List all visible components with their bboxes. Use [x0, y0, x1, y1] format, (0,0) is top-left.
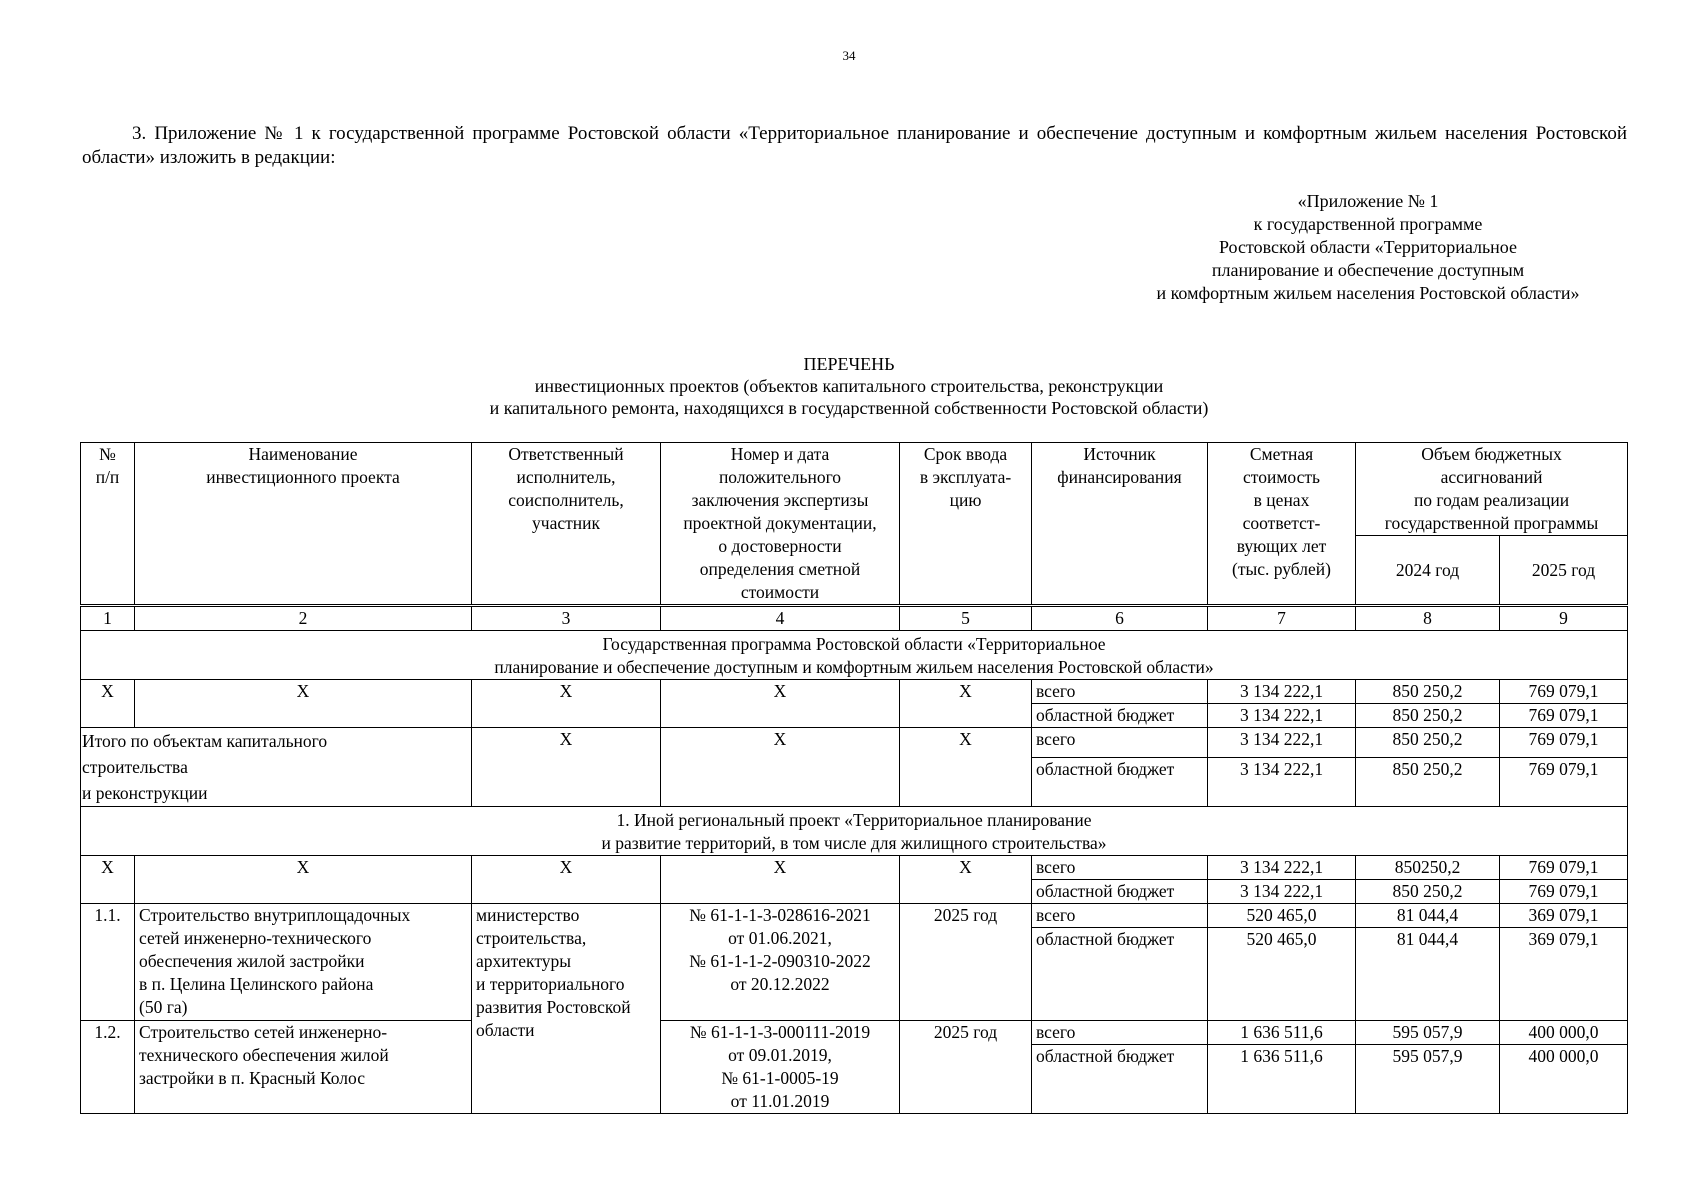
item-total-row: [81, 1021, 1628, 1045]
source-total: всего: [1032, 904, 1208, 928]
header-year-2025: 2025 год: [1500, 536, 1628, 606]
cost-value: 3 134 222,1: [1208, 880, 1356, 904]
x-mark: X: [900, 680, 1032, 728]
title-line: и капитального ремонта, находящихся в государственной собственности Ростовской области): [489, 398, 1209, 418]
cost-value: 3 134 222,1: [1208, 680, 1356, 704]
source-regional: областной бюджет: [1032, 880, 1208, 904]
cost-value: 1 636 511,6: [1208, 1045, 1356, 1114]
header-term: Срок ввода в эксплуата- цию: [900, 443, 1032, 606]
year-2025-value: 769 079,1: [1500, 704, 1628, 728]
header-num: № п/п: [81, 443, 135, 606]
itogo-label: Итого по объектам капитального строительства и реконструкции: [81, 728, 472, 807]
header-cost: Сметная стоимость в ценах соответст- вующих лет (тыс. рублей): [1208, 443, 1356, 606]
year-2024-value: 850 250,2: [1356, 704, 1500, 728]
header-year-2024: 2024 год: [1356, 536, 1500, 606]
cost-value: 3 134 222,1: [1208, 704, 1356, 728]
x-mark: X: [81, 680, 135, 728]
column-numbers-row: [81, 606, 1628, 631]
header-row: [81, 443, 1628, 536]
item-number: 1.2.: [81, 1021, 135, 1114]
source-regional: областной бюджет: [1032, 704, 1208, 728]
source-total: всего: [1032, 1021, 1208, 1045]
column-number: 8: [1356, 606, 1500, 631]
year-2024-value: 595 057,9: [1356, 1045, 1500, 1114]
year-2025-value: 400 000,0: [1500, 1021, 1628, 1045]
year-2024-value: 595 057,9: [1356, 1021, 1500, 1045]
year-2025-value: 769 079,1: [1500, 758, 1628, 807]
column-number: 5: [900, 606, 1032, 631]
appendix-caption: [1108, 190, 1628, 305]
header-executor: Ответственный исполнитель, соисполнитель, участник: [472, 443, 661, 606]
document-title: [0, 353, 1698, 419]
year-2024-value: 850 250,2: [1356, 758, 1500, 807]
year-2025-value: 769 079,1: [1500, 880, 1628, 904]
project-total-row: [81, 856, 1628, 880]
year-2025-value: 400 000,0: [1500, 1045, 1628, 1114]
header-expertise: Номер и дата положительного заключения экспертизы проектной документации, о достоверности определения сметной стоимости: [661, 443, 900, 606]
year-2025-value: 369 079,1: [1500, 904, 1628, 928]
source-regional: областной бюджет: [1032, 928, 1208, 1021]
x-mark: X: [661, 680, 900, 728]
section-program-title: Государственная программа Ростовской области «Территориальное планирование и обеспечение доступным и комфортным жильем населения Ростовской области»: [81, 631, 1628, 680]
x-mark: X: [135, 680, 472, 728]
cost-value: 3 134 222,1: [1208, 758, 1356, 807]
x-mark: X: [661, 728, 900, 807]
x-mark: X: [472, 680, 661, 728]
item-executor: министерство строительства, архитектуры и территориального развития Ростовской области: [472, 904, 661, 1114]
section-row: [81, 631, 1628, 680]
year-2025-value: 769 079,1: [1500, 728, 1628, 758]
item-number: 1.1.: [81, 904, 135, 1021]
column-number: 2: [135, 606, 472, 631]
appendix-caption-line: и комфортным жильем населения Ростовской области»: [1156, 283, 1580, 303]
header-source: Источник финансирования: [1032, 443, 1208, 606]
cost-value: 520 465,0: [1208, 904, 1356, 928]
column-number: 7: [1208, 606, 1356, 631]
item-term: 2025 год: [900, 904, 1032, 1021]
year-2024-value: 81 044,4: [1356, 928, 1500, 1021]
column-number: 9: [1500, 606, 1628, 631]
source-regional: областной бюджет: [1032, 1045, 1208, 1114]
item-total-row: [81, 904, 1628, 928]
x-mark: X: [661, 856, 900, 904]
appendix-caption-line: к государственной программе: [1253, 214, 1483, 234]
section-project-title: 1. Иной региональный проект «Территориальное планирование и развитие территорий, в том числе для жилищного строительства»: [81, 807, 1628, 856]
cost-value: 1 636 511,6: [1208, 1021, 1356, 1045]
item-name: Строительство сетей инженерно- технического обеспечения жилой застройки в п. Красный Колос: [135, 1021, 472, 1114]
year-2024-value: 850250,2: [1356, 856, 1500, 880]
appendix-caption-line: Ростовской области «Территориальное: [1218, 237, 1518, 257]
itogo-total-row: [81, 728, 1628, 758]
x-mark: X: [900, 856, 1032, 904]
x-mark: X: [472, 856, 661, 904]
source-regional: областной бюджет: [1032, 758, 1208, 807]
investment-projects-table: [80, 442, 1628, 1114]
intro-paragraph: 3. Приложение № 1 к государственной программе Ростовской области «Территориальное планирование и обеспечение доступным и комфортным жильем населения Ростовской области» изложить в редакции:: [82, 123, 1627, 168]
column-number: 3: [472, 606, 661, 631]
title-line: инвестиционных проектов (объектов капитального строительства, реконструкции: [534, 376, 1164, 396]
item-expertise: № 61-1-1-3-000111-2019 от 09.01.2019, № 61-1-0005-19 от 11.01.2019: [661, 1021, 900, 1114]
x-mark: X: [81, 856, 135, 904]
cost-value: 3 134 222,1: [1208, 856, 1356, 880]
item-expertise: № 61-1-1-3-028616-2021 от 01.06.2021, № 61-1-1-2-090310-2022 от 20.12.2022: [661, 904, 900, 1021]
item-term: 2025 год: [900, 1021, 1032, 1114]
year-2025-value: 769 079,1: [1500, 856, 1628, 880]
section-row: [81, 807, 1628, 856]
item-name: Строительство внутриплощадочных сетей инженерно-технического обеспечения жилой застройки в п. Целина Целинского района (50 га): [135, 904, 472, 1021]
year-2024-value: 81 044,4: [1356, 904, 1500, 928]
title-heading: ПЕРЕЧЕНЬ: [803, 354, 895, 374]
page-number: 34: [842, 48, 856, 63]
appendix-caption-line: «Приложение № 1: [1297, 191, 1439, 211]
column-number: 4: [661, 606, 900, 631]
header-volume: Объем бюджетных ассигнований по годам реализации государственной программы: [1356, 443, 1628, 536]
column-number: 1: [81, 606, 135, 631]
x-mark: X: [472, 728, 661, 807]
x-mark: X: [900, 728, 1032, 807]
cost-value: 520 465,0: [1208, 928, 1356, 1021]
year-2024-value: 850 250,2: [1356, 880, 1500, 904]
x-mark: X: [135, 856, 472, 904]
cost-value: 3 134 222,1: [1208, 728, 1356, 758]
appendix-caption-line: планирование и обеспечение доступным: [1211, 260, 1525, 280]
source-total: всего: [1032, 680, 1208, 704]
year-2025-value: 769 079,1: [1500, 680, 1628, 704]
year-2024-value: 850 250,2: [1356, 680, 1500, 704]
header-name: Наименование инвестиционного проекта: [135, 443, 472, 606]
column-number: 6: [1032, 606, 1208, 631]
source-total: всего: [1032, 728, 1208, 758]
source-total: всего: [1032, 856, 1208, 880]
year-2024-value: 850 250,2: [1356, 728, 1500, 758]
year-2025-value: 369 079,1: [1500, 928, 1628, 1021]
program-total-row: [81, 680, 1628, 704]
